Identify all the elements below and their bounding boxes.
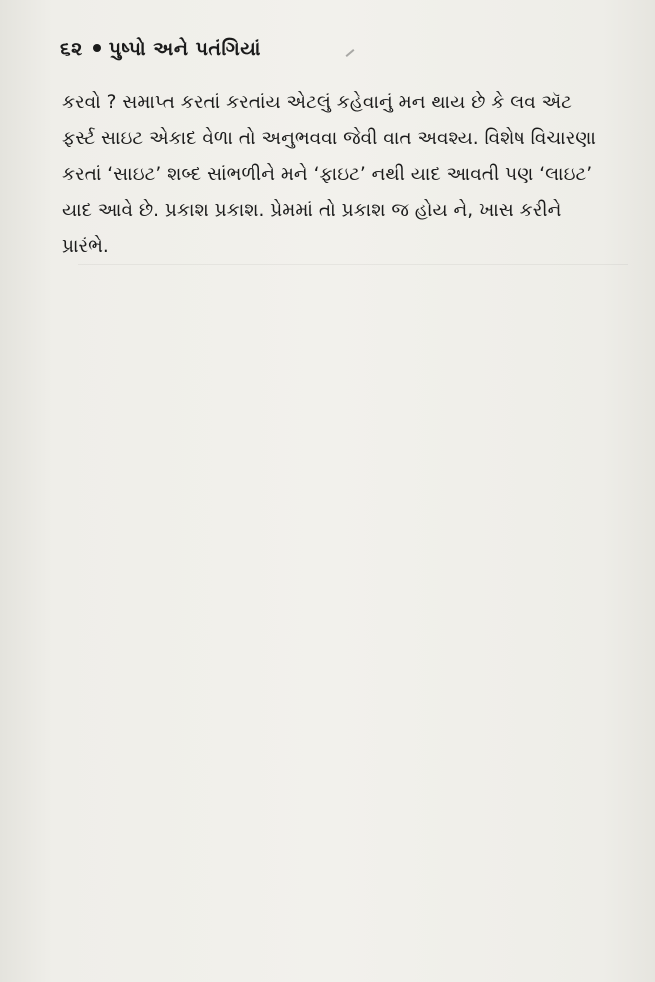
- book-title: પુષ્પો અને પતંગિયાં: [108, 38, 261, 60]
- body-text: [62, 85, 607, 265]
- text-line: યાદ આવે છે. પ્રકાશ પ્રકાશ. પ્રેમમાં તો પ્રકાશ જ હોય ને, ખાસ કરીને: [62, 200, 562, 221]
- page-header: [60, 38, 261, 60]
- text-line: કરતાં ‘સાઇટ’ શબ્દ સાંભળીને મને ‘ફાઇટ’ નથી યાદ આવતી પણ ‘લાઇટ’: [62, 164, 593, 185]
- page-number: ૬૨: [60, 38, 83, 60]
- text-line: પ્રારંભે.: [62, 236, 109, 257]
- pen-mark: [346, 49, 355, 57]
- text-line: ફર્સ્ટ સાઇટ એકાદ વેળા તો અનુભવવા જેવી વાત અવશ્ય. વિશેષ વિચારણા: [62, 128, 596, 149]
- text-line: કરવો ? સમાપ્ત કરતાં કરતાંય એટલું કહેવાનું મન થાય છે કે લવ ઍટ: [62, 92, 572, 113]
- bullet-icon: [93, 44, 101, 52]
